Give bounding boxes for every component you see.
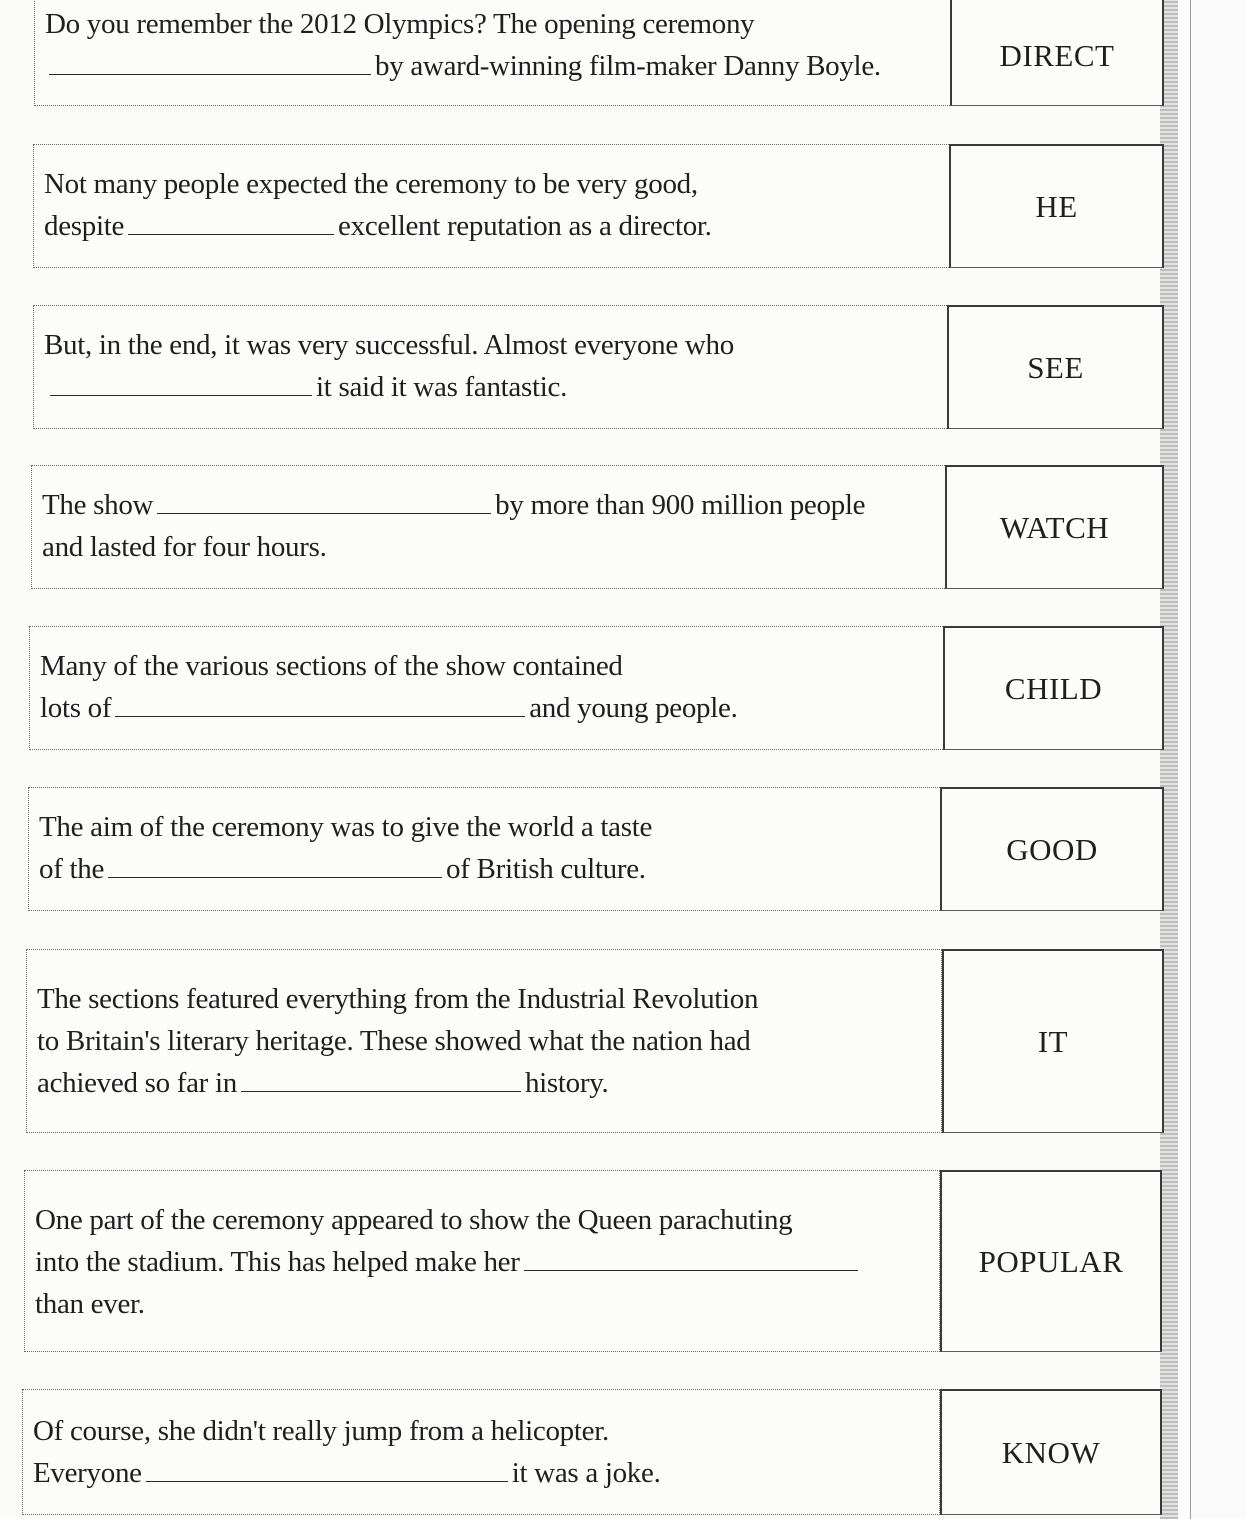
sentence-line <box>40 645 934 687</box>
answer-blank[interactable] <box>115 688 525 717</box>
sentence-box <box>33 305 949 429</box>
sentence-box <box>28 787 942 911</box>
keyword: SEE <box>1027 349 1084 385</box>
keyword-box <box>943 626 1164 750</box>
sentence-text: and young people. <box>529 692 738 724</box>
sentence-text: of British culture. <box>446 853 646 885</box>
sentence-line <box>42 526 936 568</box>
sentence-line <box>35 1199 929 1241</box>
sentence-line <box>44 366 938 408</box>
exercise-row-3 <box>33 305 1164 429</box>
sentence-text: and lasted for four hours. <box>42 531 327 563</box>
sentence-text: than ever. <box>35 1288 145 1320</box>
sentence-text: Do you remember the 2012 Olympics? The opening ceremony <box>45 8 755 40</box>
sentence-line <box>37 1020 931 1062</box>
keyword-box <box>947 305 1164 429</box>
keyword-box <box>940 787 1164 911</box>
keyword: HE <box>1035 188 1078 224</box>
sentence-line <box>39 806 931 848</box>
sentence-line <box>44 163 940 205</box>
sentence-text: One part of the ceremony appeared to show the Queen parachuting <box>35 1204 793 1236</box>
keyword: WATCH <box>999 509 1110 545</box>
keyword: CHILD <box>1004 670 1103 706</box>
sentence-text: it said it was fantastic. <box>316 371 568 403</box>
sentence-line <box>37 1062 931 1104</box>
sentence-text: history. <box>524 1067 609 1099</box>
exercise-row-8 <box>24 1170 1162 1352</box>
sentence-text: excellent reputation as a director. <box>338 210 712 242</box>
sentence-text: Not many people expected the ceremony to be very good, <box>44 168 698 200</box>
answer-blank[interactable] <box>128 206 334 235</box>
sentence-text: achieved so far in <box>37 1067 237 1099</box>
exercise-row-9 <box>22 1389 1162 1515</box>
sentence-line <box>44 205 940 247</box>
sentence-line <box>42 484 936 526</box>
answer-blank[interactable] <box>50 367 312 396</box>
sentence-box <box>31 465 947 589</box>
sentence-box <box>29 626 945 750</box>
sentence-text: The sections featured everything from the Industrial Revolution <box>37 983 759 1015</box>
exercise-row-6 <box>28 787 1164 911</box>
sentence-text: it was a joke. <box>511 1457 661 1489</box>
sentence-text: by award-winning film-maker Danny Boyle. <box>375 50 881 82</box>
sentence-text: The aim of the ceremony was to give the world a taste <box>39 811 653 843</box>
sentence-text: of the <box>39 853 105 885</box>
sentence-line <box>35 1241 929 1283</box>
keyword: IT <box>1037 1023 1069 1059</box>
sentence-line <box>37 978 931 1020</box>
exercise-row-4 <box>31 465 1164 589</box>
keyword-box <box>942 949 1164 1133</box>
sentence-text: The show <box>42 489 154 521</box>
exercise-row-5 <box>29 626 1164 750</box>
sentence-text: Of course, she didn't really jump from a helicopter. <box>33 1415 609 1447</box>
sentence-text: lots of <box>40 692 112 724</box>
keyword: GOOD <box>1006 831 1098 867</box>
sentence-line <box>35 1283 929 1325</box>
sentence-line <box>45 3 941 45</box>
sentence-text: But, in the end, it was very successful. Almost everyone who <box>44 329 734 361</box>
sentence-line <box>45 45 941 87</box>
keyword-box <box>949 144 1164 268</box>
answer-blank[interactable] <box>146 1453 508 1482</box>
sentence-box <box>26 949 942 1133</box>
sentence-box <box>24 1170 940 1352</box>
sentence-text: to Britain's literary heritage. These showed what the nation had <box>37 1025 751 1057</box>
keyword: KNOW <box>1001 1434 1101 1470</box>
sentence-line <box>40 687 934 729</box>
sentence-box <box>33 144 951 268</box>
sentence-text: into the stadium. This has helped make her <box>35 1246 520 1278</box>
keyword: POPULAR <box>978 1243 1124 1279</box>
sentence-line <box>33 1452 929 1494</box>
sentence-box <box>22 1389 940 1515</box>
answer-blank[interactable] <box>241 1063 521 1092</box>
sentence-text: Many of the various sections of the show contained <box>40 650 623 682</box>
answer-blank[interactable] <box>108 849 442 878</box>
sentence-line <box>44 324 938 366</box>
keyword-box <box>950 0 1164 106</box>
sentence-line <box>33 1410 929 1452</box>
keyword: DIRECT <box>999 37 1115 73</box>
page-edge <box>1190 0 1246 1519</box>
keyword-box <box>945 465 1164 589</box>
sentence-text: by more than 900 million people <box>495 489 866 521</box>
answer-blank[interactable] <box>49 46 371 75</box>
exercise-row-2 <box>33 144 1164 268</box>
answer-blank[interactable] <box>524 1242 858 1271</box>
sentence-line <box>39 848 931 890</box>
sentence-text: Everyone <box>33 1457 142 1489</box>
keyword-box <box>940 1389 1162 1515</box>
keyword-box <box>940 1170 1162 1352</box>
sentence-box <box>34 0 952 106</box>
answer-blank[interactable] <box>157 485 491 514</box>
exercise-row-7 <box>26 949 1164 1133</box>
exercise-row-1 <box>34 0 1164 106</box>
sentence-text: despite <box>44 210 125 242</box>
